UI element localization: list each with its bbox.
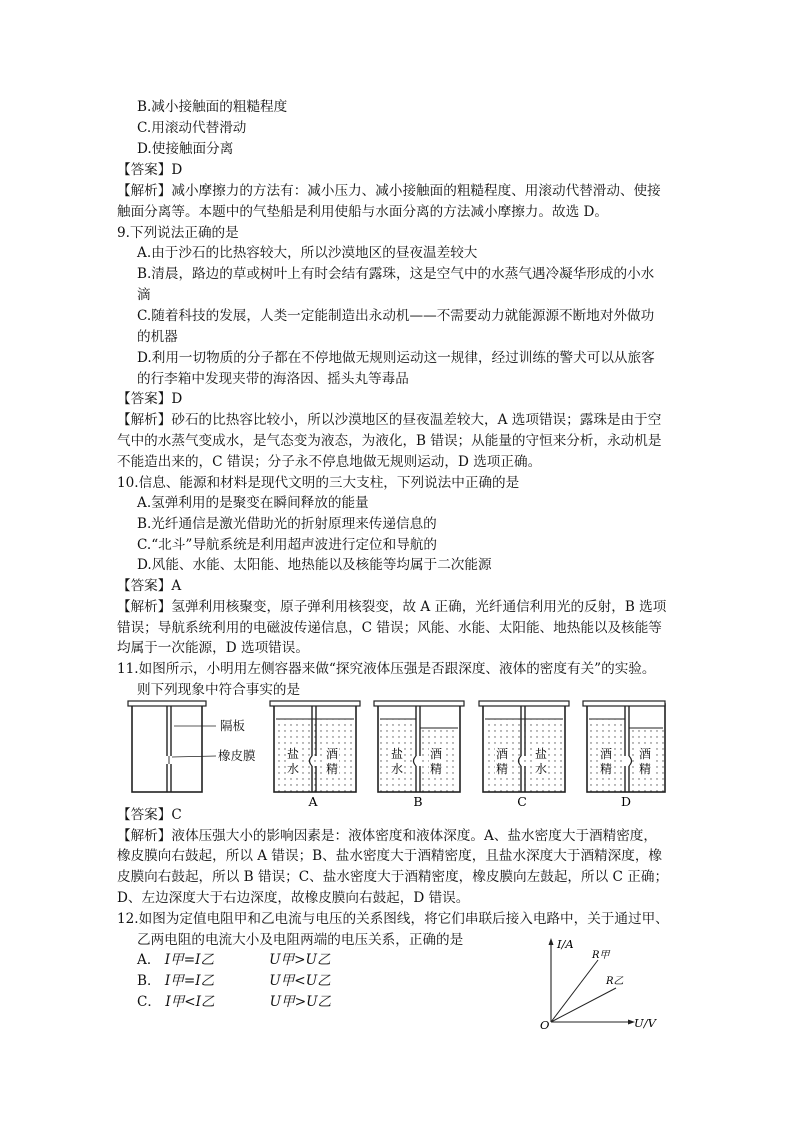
q8-analysis-line: 【解析】减小摩擦力的方法有：减小压力、减小接触面的粗糙程度、用滚动代替滑动、使接	[117, 183, 661, 199]
voltage-relation: U甲<U乙	[269, 973, 331, 989]
q11-analysis-line: D、左边深度大于右边深度，故橡皮膜向右鼓起，D 错误。	[117, 890, 470, 906]
q9-analysis-line: 气中的水蒸气变成水，是气态变为液态，为液化，B 错误；从能量的守恒来分析，永动机是	[117, 433, 662, 449]
beaker-b-letter: B	[413, 794, 423, 808]
q10-analysis-line: 【解析】氢弹利用核聚变，原子弹利用核裂变，故 A 正确，光纤通信利用光的反射，B 选项	[117, 599, 667, 615]
q10-analysis-line: 均属于一次能源，D 选项错误。	[117, 640, 309, 656]
q9-option-d: D.利用一切物质的分子都在不停地做无规则运动这一规律，经过训练的警犬可以从旅客	[137, 350, 655, 366]
beaker-b-right-liquid: 酒	[429, 747, 443, 761]
q9-option-c: C.随着科技的发展，人类一定能制造出永动机——不需要动力就能源源不断地对外做功	[137, 308, 655, 324]
beaker-d	[583, 701, 666, 808]
q12-stem: 12.如图为定值电阻甲和乙电流与电压的关系图线，将它们串联后接入电路中，关于通过甲、	[117, 911, 669, 927]
q10-analysis-line: 错误；导航系统利用的电磁波传递信息，C 错误；风能、水能、太阳能、地热能以及核能等	[117, 620, 662, 636]
q10-answer: 【答案】A	[117, 578, 182, 594]
q9-option-b-cont: 滴	[137, 287, 151, 303]
q9-analysis-line: 不能造出来的，C 错误；分子永不停息地做无规则运动，D 选项正确。	[117, 454, 542, 470]
q11-answer: 【答案】C	[117, 807, 182, 823]
q11-analysis-line: 皮膜向右鼓起，所以 B 错误；C、盐水密度大于酒精密度，橡皮膜向左鼓起，所以 C 正确；	[117, 869, 669, 885]
q8-analysis-line: 触面分离等。本题中的气垫船是利用使船与水面分离的方法减小摩擦力。故选 D。	[117, 204, 608, 220]
current-relation: I甲=I乙	[164, 973, 215, 989]
q11-stem-cont: 则下列现象中符合事实的是	[137, 682, 301, 698]
beaker-d-left-liquid: 精	[599, 762, 613, 776]
beaker-a-right-liquid: 酒	[325, 747, 339, 761]
current-relation: I甲=I乙	[164, 952, 215, 968]
q11-stem: 11.如图所示，小明用左侧容器来做“探究液体压强是否跟深度、液体的密度有关”的实验。	[117, 661, 656, 677]
q10-option-b: B.光纤通信是激光借助光的折射原理来传递信息的	[137, 516, 437, 532]
beaker-a	[270, 701, 360, 808]
q12-iu-graph	[536, 936, 666, 1032]
r-jia-label: R甲	[592, 950, 610, 961]
option-prefix: C．	[137, 994, 161, 1010]
beaker-d-letter: D	[620, 794, 632, 808]
q11-figure	[126, 698, 666, 808]
beaker-a-left-liquid: 盐	[286, 747, 300, 761]
beaker-d-right-liquid: 精	[638, 762, 652, 776]
beaker-b-left-liquid: 盐	[390, 747, 404, 761]
beaker-b-right-liquid: 精	[429, 762, 443, 776]
beaker-c-right-liquid: 盐	[534, 747, 548, 761]
q9-stem: 9.下列说法正确的是	[117, 225, 239, 241]
q9-option-b: B.清晨，路边的草或树叶上有时会结有露珠，这是空气中的水蒸气遇冷凝华形成的小水	[137, 266, 655, 282]
beaker-c-right-liquid: 水	[534, 762, 548, 776]
reference-container	[128, 701, 256, 792]
beaker-c-left-liquid: 精	[495, 762, 509, 776]
beaker-d-left-liquid: 酒	[599, 747, 613, 761]
x-axis-label: U/V	[634, 1016, 656, 1030]
q9-option-a: A.由于沙石的比热容较大，所以沙漠地区的昼夜温差较大	[137, 245, 478, 261]
q10-option-a: A.氢弹利用的是聚变在瞬间释放的能量	[137, 495, 369, 511]
q8-option-c: C.用滚动代替滑动	[137, 120, 247, 136]
q12-option-c	[137, 993, 331, 1011]
beaker-c	[479, 701, 569, 808]
q12-option-b	[137, 972, 331, 990]
q8-option-d: D.使接触面分离	[137, 141, 234, 157]
partition-label: 隔板	[220, 718, 246, 733]
beaker-a-letter: A	[308, 794, 318, 808]
q12-option-a	[137, 951, 331, 969]
origin-label: O	[540, 1018, 550, 1032]
beaker-b-left-liquid: 水	[390, 762, 404, 776]
r-yi-label: R乙	[606, 976, 624, 987]
r-yi-line	[551, 988, 616, 1022]
q8-option-b: B.减小接触面的粗糙程度	[137, 99, 288, 115]
option-prefix: B．	[137, 973, 161, 989]
q9-answer: 【答案】D	[117, 391, 183, 407]
beaker-a-left-liquid: 水	[286, 762, 300, 776]
q9-option-c-cont: 的机器	[137, 329, 178, 345]
option-prefix: A．	[137, 952, 161, 968]
q11-analysis-line: 橡皮膜向右鼓起，所以 A 错误；B、盐水密度大于酒精密度，且盐水深度大于酒精深度，橡	[117, 848, 663, 864]
beaker-d-right-liquid: 酒	[638, 747, 652, 761]
q9-option-d-cont: 的行李箱中发现夹带的海洛因、摇头丸等毒品	[137, 371, 409, 387]
membrane-label: 橡皮膜	[218, 748, 256, 763]
beaker-c-left-liquid: 酒	[495, 747, 509, 761]
beaker-c-letter: C	[517, 794, 527, 808]
y-axis-arrow-icon	[549, 938, 554, 945]
beaker-a-right-liquid: 精	[325, 762, 339, 776]
q8-answer: 【答案】D	[117, 162, 183, 178]
q10-option-c: C.“北斗”导航系统是利用超声波进行定位和导航的	[137, 537, 438, 553]
r-jia-line	[551, 960, 598, 1022]
current-relation: I甲<I乙	[165, 994, 215, 1010]
q11-analysis-line: 【解析】液体压强大小的影响因素是：液体密度和液体深度。A、盐水密度大于酒精密度，	[117, 828, 657, 844]
q10-option-d: D.风能、水能、太阳能、地热能以及核能等均属于二次能源	[137, 557, 492, 573]
y-axis-label: I/A	[557, 937, 574, 951]
q10-stem: 10.信息、能源和材料是现代文明的三大支柱，下列说法中正确的是	[117, 475, 520, 491]
beaker-b	[374, 701, 464, 808]
q12-stem-cont: 乙两电阻的电流大小及电阻两端的电压关系，正确的是	[137, 932, 464, 948]
q9-analysis-line: 【解析】砂石的比热容比较小，所以沙漠地区的昼夜温差较大，A 选项错误；露珠是由于空	[117, 412, 662, 428]
voltage-relation: U甲>U乙	[269, 994, 332, 1010]
voltage-relation: U甲>U乙	[269, 952, 331, 968]
